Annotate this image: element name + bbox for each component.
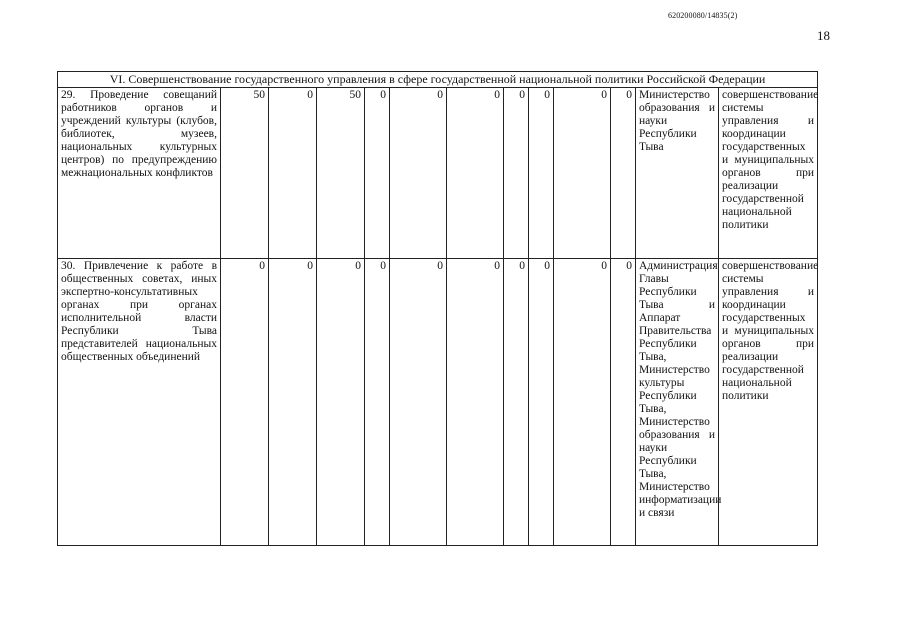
executor-cell: Администрация Главы Республики Тыва и Аппарат Правительства Республики Тыва, Министерство культуры Республики Тыва, Министерство образования и науки Республики Тыва, Министерство информатизации и связи [636,259,719,546]
value-cell: 0 [529,88,554,259]
result-cell: совершенствование системы управления и координации государственных и муниципальных органов при реализации государственной национальной политики [719,88,818,259]
activity-name: 29. Проведение совещаний работников органов и учреждений культуры (клубов, библиотек, музеев, национальных культурных центров) по предупреждению межнациональных конфликтов [58,88,221,259]
value-cell: 50 [221,88,269,259]
section-header-row [58,72,818,88]
value-cell: 0 [317,259,365,546]
result-cell: совершенствование системы управления и координации государственных и муниципальных органов при реализации государственной национальной политики [719,259,818,546]
page-number: 18 [817,28,830,43]
executor-cell: Министерство образования и науки Республики Тыва [636,88,719,259]
activity-name: 30. Привлечение к работе в общественных советах, иных экспертно-консультативных органах при органах исполнительной власти Республики Тыва представителей национальных общественных объединений [58,259,221,546]
value-cell: 0 [504,88,529,259]
value-cell: 0 [447,88,504,259]
table-row [58,88,818,259]
section-title: VI. Совершенствование государственного управления в сфере государственной национальной политики Российской Федерации [58,72,818,88]
value-cell: 0 [447,259,504,546]
program-table [57,71,818,546]
value-cell: 0 [365,88,390,259]
value-cell: 0 [221,259,269,546]
value-cell: 0 [554,88,611,259]
value-cell: 0 [269,88,317,259]
value-cell: 50 [317,88,365,259]
value-cell: 0 [504,259,529,546]
value-cell: 0 [611,259,636,546]
document-code: 620200080/14835(2) [668,11,738,20]
value-cell: 0 [529,259,554,546]
value-cell: 0 [365,259,390,546]
value-cell: 0 [269,259,317,546]
table-row [58,259,818,546]
value-cell: 0 [390,88,447,259]
value-cell: 0 [554,259,611,546]
value-cell: 0 [390,259,447,546]
value-cell: 0 [611,88,636,259]
